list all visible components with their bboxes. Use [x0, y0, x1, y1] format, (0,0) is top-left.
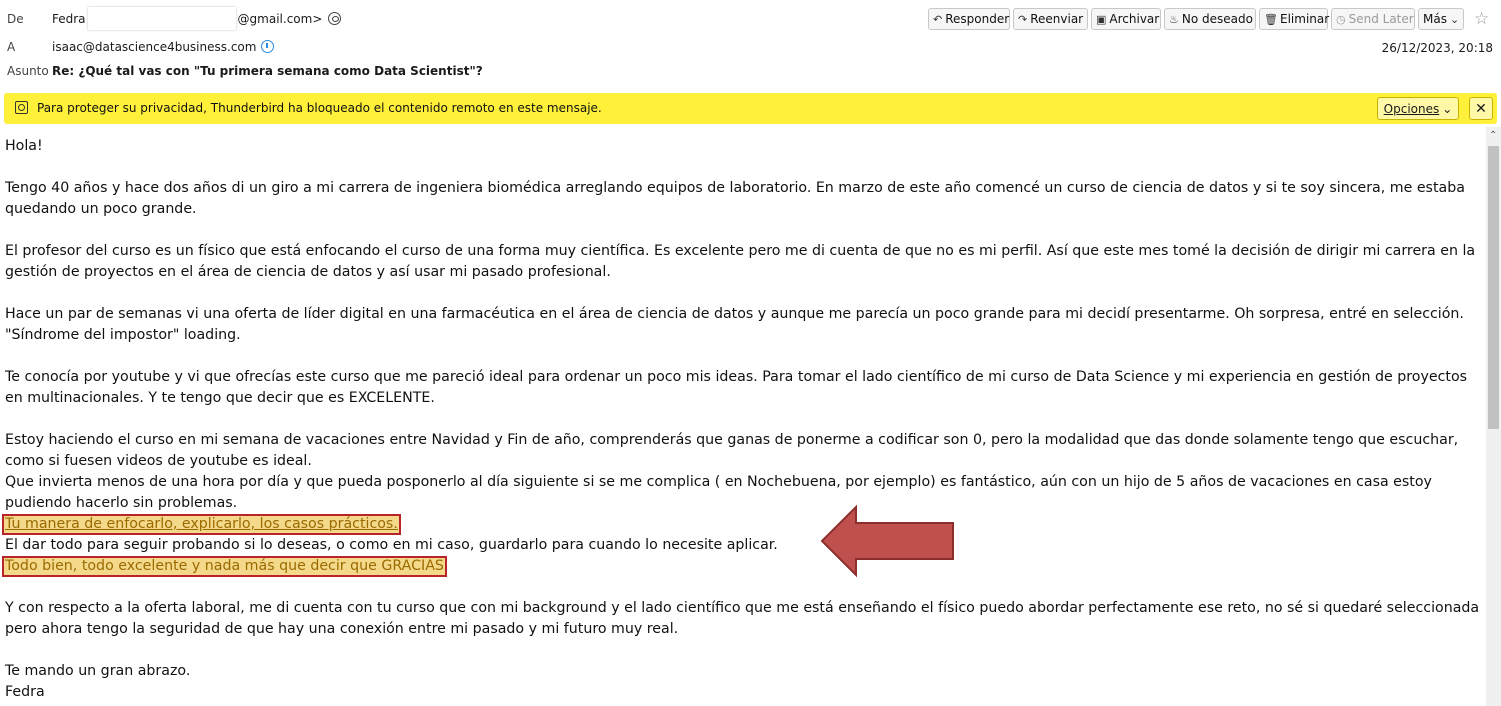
to-value[interactable]: isaac@datascience4business.com	[52, 36, 274, 58]
subject-row	[0, 60, 900, 82]
more-button[interactable]: Más ⌄	[1418, 8, 1464, 30]
subject-label: Asunto	[7, 64, 49, 78]
notification-text: Para proteger su privacidad, Thunderbird ha bloqueado el contenido remoto en este mensaje.	[37, 101, 602, 115]
from-label: De	[7, 12, 24, 26]
archive-button[interactable]: ▣ Archivar	[1091, 8, 1161, 30]
address-book-icon[interactable]	[261, 40, 274, 53]
reply-icon: ↶	[933, 12, 943, 26]
highlighted-text: Todo bien, todo excelente y nada más que decir que GRACIAS	[2, 556, 447, 577]
to-label: A	[7, 40, 16, 54]
message-body	[5, 136, 1480, 703]
trash-icon: 🗑	[1264, 12, 1278, 26]
greeting: Hola!	[5, 138, 43, 154]
to-row	[0, 36, 900, 58]
from-name[interactable]: Fedra	[52, 12, 86, 26]
vertical-scrollbar[interactable]	[1486, 127, 1501, 706]
message-toolbar	[928, 8, 1464, 30]
highlighted-text: Tu manera de enfocarlo, explicarlo, los casos prácticos.	[2, 514, 401, 535]
send-later-button[interactable]: ◷ Send Later	[1331, 8, 1415, 30]
scrollbar-thumb[interactable]	[1488, 146, 1499, 429]
clock-icon: ◷	[1336, 12, 1346, 26]
junk-icon: ♨	[1169, 12, 1179, 26]
closing: Te mando un gran abrazo.	[5, 663, 191, 679]
chevron-down-icon: ⌄	[1449, 12, 1460, 26]
subject-value: Re: ¿Qué tal vas con "Tu primera semana como Data Scientist"?	[52, 64, 483, 78]
remote-content-icon	[15, 101, 28, 114]
encryption-status-icon[interactable]	[328, 12, 341, 25]
message-date: 26/12/2023, 20:18	[1381, 41, 1493, 55]
junk-button[interactable]: ♨ No deseado	[1164, 8, 1256, 30]
forward-icon: ↷	[1018, 12, 1028, 26]
delete-button[interactable]: 🗑 Eliminar	[1259, 8, 1328, 30]
forward-button[interactable]: ↷ Reenviar	[1013, 8, 1088, 30]
paragraph: Tengo 40 años y hace dos años di un giro a mi carrera de ingeniera biomédica arreglando equipos de laboratorio. En marzo de este año comencé un curso de ciencia de datos y si te soy sincera, me estaba quedando un poco grande.	[5, 180, 1465, 217]
remote-content-notification	[4, 93, 1497, 124]
paragraph: Estoy haciendo el curso en mi semana de vacaciones entre Navidad y Fin de año, comprenderás que ganas de ponerme a codificar son 0, pero la modalidad que das donde solamente tengo que escuchar, como si fuesen videos de youtube es ideal.	[5, 432, 1459, 469]
signature: Fedra	[5, 684, 45, 700]
redaction-box	[88, 7, 236, 30]
paragraph: El profesor del curso es un físico que está enfocando el curso de una forma muy científica. Es excelente pero me di cuenta de que no es mi perfil. Así que este mes tomé la decisión de dirigir mi carrera en la gestión de proyectos en el área de ciencia de datos y así usar mi pasado profesional.	[5, 243, 1476, 280]
scroll-up-icon[interactable]: ⌃	[1489, 130, 1498, 141]
from-value[interactable]	[52, 8, 341, 31]
paragraph: Te conocía por youtube y vi que ofrecías este curso que me pareció ideal para ordenar un poco mis ideas. Para tomar el lado científico de mi curso de Data Science y mi experiencia en gestión de proyectos en multinacionales. Y te tengo que decir que es EXCELENTE.	[5, 369, 1468, 406]
left-arrow-annotation	[818, 503, 958, 581]
paragraph: Y con respecto a la oferta laboral, me di cuenta con tu curso que con mi background y el lado científico que me está enseñando el físico puedo abordar perfectamente ese reto, no sé si quedaré seleccionada pero ahora tengo la seguridad de que hay una conexión entre mi pasado y mi futuro muy real.	[5, 600, 1480, 637]
star-icon[interactable]: ☆	[1474, 9, 1490, 29]
archive-icon: ▣	[1096, 12, 1107, 26]
from-row	[0, 8, 900, 30]
close-notification-button[interactable]: ✕	[1469, 97, 1493, 120]
paragraph: Que invierta menos de una hora por día y que pueda posponerlo al día siguiente si se me complica ( en Nochebuena, por ejemplo) es fantástico, aún con un hijo de 5 años de vacaciones en casa estoy pudiendo hacerlo sin problemas.	[5, 474, 1432, 511]
from-email-tail[interactable]: @gmail.com>	[237, 12, 323, 26]
reply-button[interactable]: ↶ Responder	[928, 8, 1010, 30]
paragraph: Hace un par de semanas vi una oferta de líder digital en una farmacéutica en el área de ciencia de datos y aunque me parecía un poco grande para mi decidí presentarme. Oh sorpresa, entré en selección. "Síndrome del impostor" loading.	[5, 306, 1464, 343]
options-button[interactable]: Opciones ⌄	[1377, 97, 1459, 120]
chevron-down-icon: ⌄	[1442, 101, 1453, 116]
paragraph: El dar todo para seguir probando si lo deseas, o como en mi caso, guardarlo para cuando lo necesite aplicar.	[5, 537, 778, 553]
arrow-shape	[822, 507, 953, 575]
